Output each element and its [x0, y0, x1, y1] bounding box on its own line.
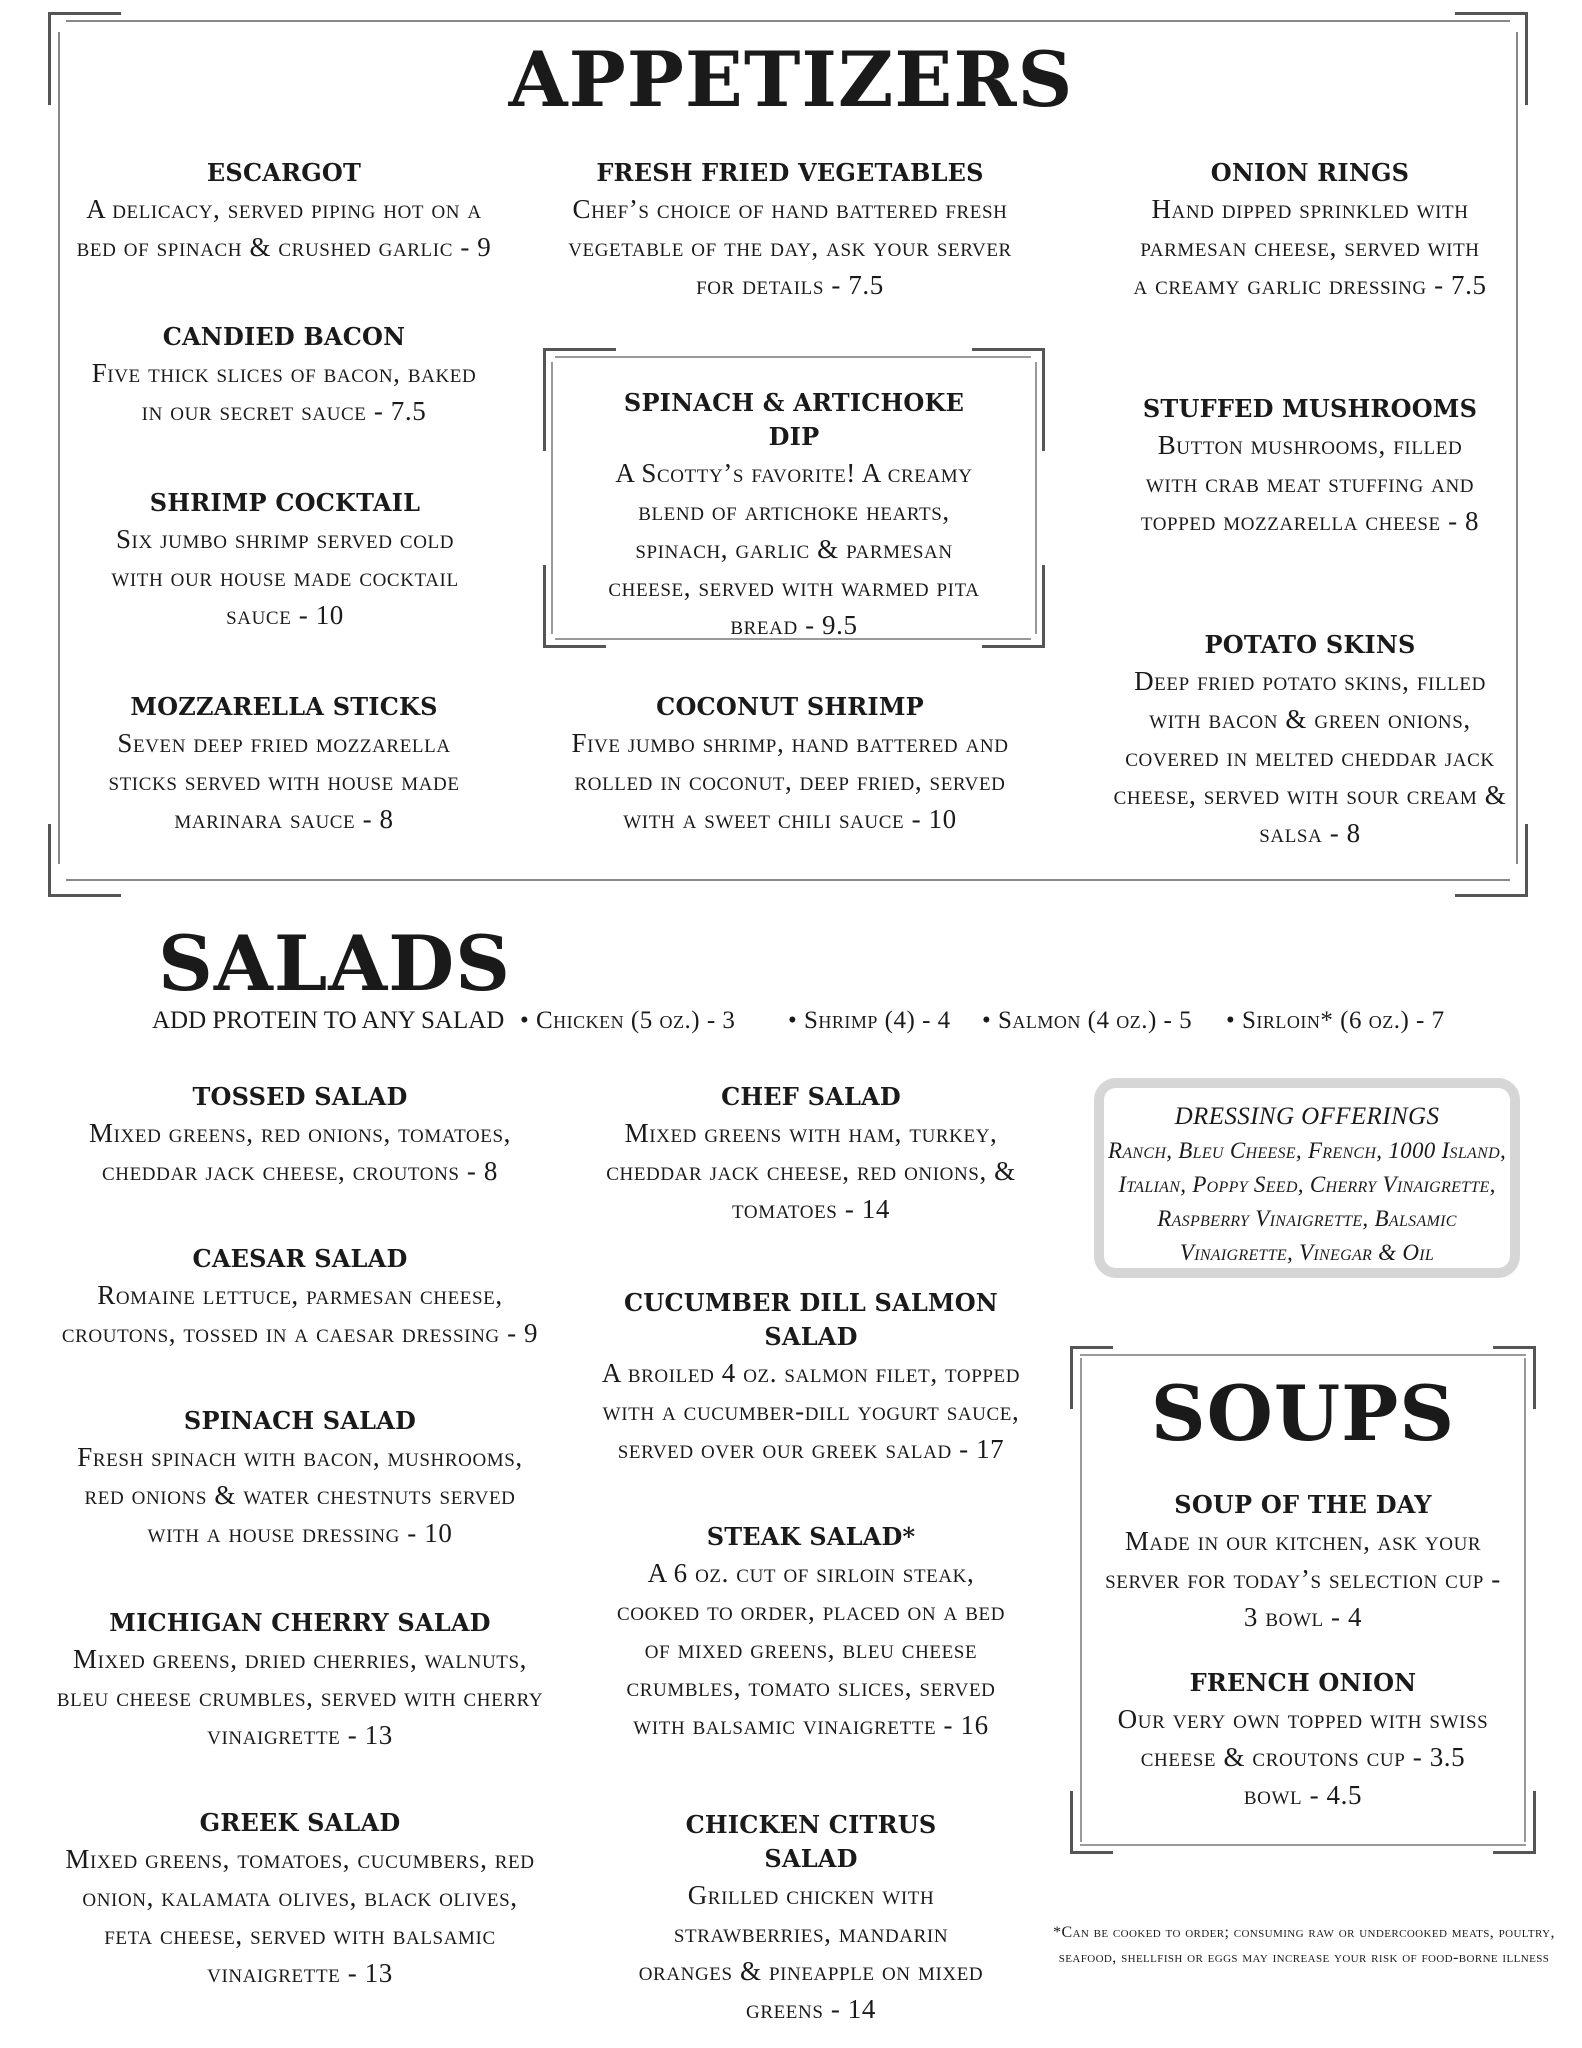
dressing-title: DRESSING OFFERINGS	[1174, 1103, 1440, 1130]
item-title: SPINACH SALAD	[183, 1406, 417, 1435]
item-title: ONION RINGS	[1210, 158, 1410, 187]
item-description: Mixed greens with ham, turkey, cheddar jack cheese, red onions, & tomatoes - 14	[606, 1118, 1016, 1224]
item-title: CAESAR SALAD	[192, 1244, 408, 1273]
menu-item	[1110, 628, 1510, 852]
menu-item	[60, 1806, 540, 1992]
item-title: SHRIMP COCKTAIL	[149, 488, 421, 517]
item-description: Mixed greens, dried cherries, walnuts, bleu cheese crumbles, served with cherry vinaigrette - 13	[56, 1644, 544, 1750]
item-description: Made in our kitchen, ask your server for today’s selection cup - 3 bowl - 4	[1105, 1526, 1501, 1632]
item-description: Romaine lettuce, parmesan cheese, croutons, tossed in a caesar dressing - 9	[61, 1280, 539, 1348]
menu-item	[1130, 156, 1490, 304]
menu-item	[606, 1520, 1016, 1744]
item-description: Five thick slices of bacon, baked in our secret sauce - 7.5	[91, 358, 477, 426]
item-description: A delicacy, served piping hot on a bed of spinach & crushed garlic - 9	[76, 194, 492, 262]
item-description: Grilled chicken with strawberries, mandarin oranges & pineapple on mixed greens - 14	[638, 1880, 984, 2024]
menu-item	[1110, 1666, 1496, 1814]
item-title: POTATO SKINS	[1204, 630, 1416, 659]
item-title: COCONUT SHRIMP	[656, 692, 924, 721]
item-description: Our very own topped with swiss cheese & croutons cup - 3.5 bowl - 4.5	[1117, 1704, 1489, 1810]
item-description: Mixed greens, red onions, tomatoes, cheddar jack cheese, croutons - 8	[89, 1118, 511, 1186]
item-description: Hand dipped sprinkled with parmesan cheese, served with a creamy garlic dressing - 7.5	[1133, 194, 1487, 300]
item-title: CUCUMBER DILL SALMON SALAD	[624, 1288, 998, 1351]
item-title: STEAK SALAD*	[706, 1522, 916, 1551]
item-title: SPINACH & ARTICHOKE DIP	[623, 388, 965, 451]
protein-option-text: • Salmon (4 oz.) - 5	[982, 1007, 1193, 1034]
item-description: Five jumbo shrimp, hand battered and rolled in coconut, deep fried, served with a sweet chili sauce - 10	[571, 728, 1009, 834]
menu-item	[64, 156, 504, 266]
dressing-list: Ranch, Bleu Cheese, French, 1000 Island, Italian, Poppy Seed, Cherry Vinaigrette, Raspberry Vinaigrette, Balsamic Vinaigrette, Vinegar & Oil	[1107, 1138, 1506, 1265]
protein-option-text: • Sirloin* (6 oz.) - 7	[1226, 1007, 1445, 1034]
menu-item	[596, 1080, 1026, 1228]
item-description: Button mushrooms, filled with crab meat stuffing and topped mozzarella cheese - 8	[1140, 430, 1480, 536]
item-title: STUFFED MUSHROOMS	[1142, 394, 1478, 423]
item-description: Seven deep fried mozzarella sticks served with house made marinara sauce - 8	[108, 728, 460, 834]
item-title: CHEF SALAD	[721, 1082, 901, 1111]
dressing-offerings-box	[1094, 1078, 1520, 1278]
protein-option-text: • Chicken (5 oz.) - 3	[520, 1007, 736, 1034]
item-description: Fresh spinach with bacon, mushrooms, red onions & water chestnuts served with a house dressing - 10	[77, 1442, 523, 1548]
item-description: Mixed greens, tomatoes, cucumbers, red onion, kalamata olives, black olives, feta cheese, served with balsamic vinaigrette - 13	[65, 1844, 535, 1988]
item-description: A Scotty’s favorite! A creamy blend of artichoke hearts, spinach, garlic & parmesan cheese, served with warmed pita bread - 9.5	[608, 458, 980, 640]
menu-item	[110, 486, 460, 634]
protein-option	[788, 1004, 951, 1038]
protein-option-text: • Shrimp (4) - 4	[788, 1007, 951, 1034]
item-title: FRESH FRIED VEGETABLES	[596, 158, 984, 187]
menu-item-featured	[606, 386, 982, 644]
item-description: Six jumbo shrimp served cold with our house made cocktail sauce - 10	[111, 524, 459, 630]
item-title: MICHIGAN CHERRY SALAD	[109, 1608, 491, 1637]
menu-item	[1140, 392, 1480, 540]
item-description: Chef’s choice of hand battered fresh vegetable of the day, ask your server for details - 7.5	[568, 194, 1012, 300]
salads-heading: SALADS	[158, 919, 512, 1008]
item-title: FRENCH ONION	[1189, 1668, 1417, 1697]
item-title: GREEK SALAD	[199, 1808, 401, 1837]
soups-heading: SOUPS	[1150, 1369, 1456, 1458]
item-description: A broiled 4 oz. salmon filet, topped with a cucumber-dill yogurt sauce, served over our greek salad - 17	[601, 1358, 1021, 1464]
menu-item	[50, 1606, 550, 1754]
menu-item	[596, 1286, 1026, 1468]
menu-item	[84, 690, 484, 838]
protein-option	[520, 1004, 735, 1038]
menu-item	[560, 156, 1020, 304]
menu-item	[40, 1242, 560, 1352]
menu-item	[550, 690, 1030, 838]
item-title: ESCARGOT	[206, 158, 362, 187]
protein-label: ADD PROTEIN TO ANY SALAD	[152, 1007, 505, 1034]
item-description: A 6 oz. cut of sirloin steak, cooked to order, placed on a bed of mixed greens, bleu cheese crumbles, tomato slices, served with balsamic vinaigrette - 16	[616, 1558, 1006, 1740]
menu-item	[60, 1080, 540, 1190]
footnote: *Can be cooked to order; consuming raw or undercooked meats, poultry, seafood, shellfish or eggs may increase your risk of food-borne illness	[1053, 1924, 1555, 1966]
item-title: TOSSED SALAD	[192, 1082, 408, 1111]
protein-option	[982, 1004, 1192, 1038]
item-description: Deep fried potato skins, filled with bacon & green onions, covered in melted cheddar jack cheese, served with sour cream & salsa - 8	[1113, 666, 1507, 848]
menu-item	[636, 1808, 986, 2028]
appetizers-heading: APPETIZERS	[508, 35, 1074, 124]
item-title: MOZZARELLA STICKS	[130, 692, 438, 721]
item-title: CHICKEN CITRUS SALAD	[685, 1810, 937, 1873]
protein-option	[1226, 1004, 1445, 1038]
menu-item	[1100, 1488, 1506, 1636]
menu-item	[84, 320, 484, 430]
item-title: SOUP OF THE DAY	[1174, 1490, 1432, 1519]
menu-item	[55, 1404, 545, 1552]
item-title: CANDIED BACON	[162, 322, 406, 351]
